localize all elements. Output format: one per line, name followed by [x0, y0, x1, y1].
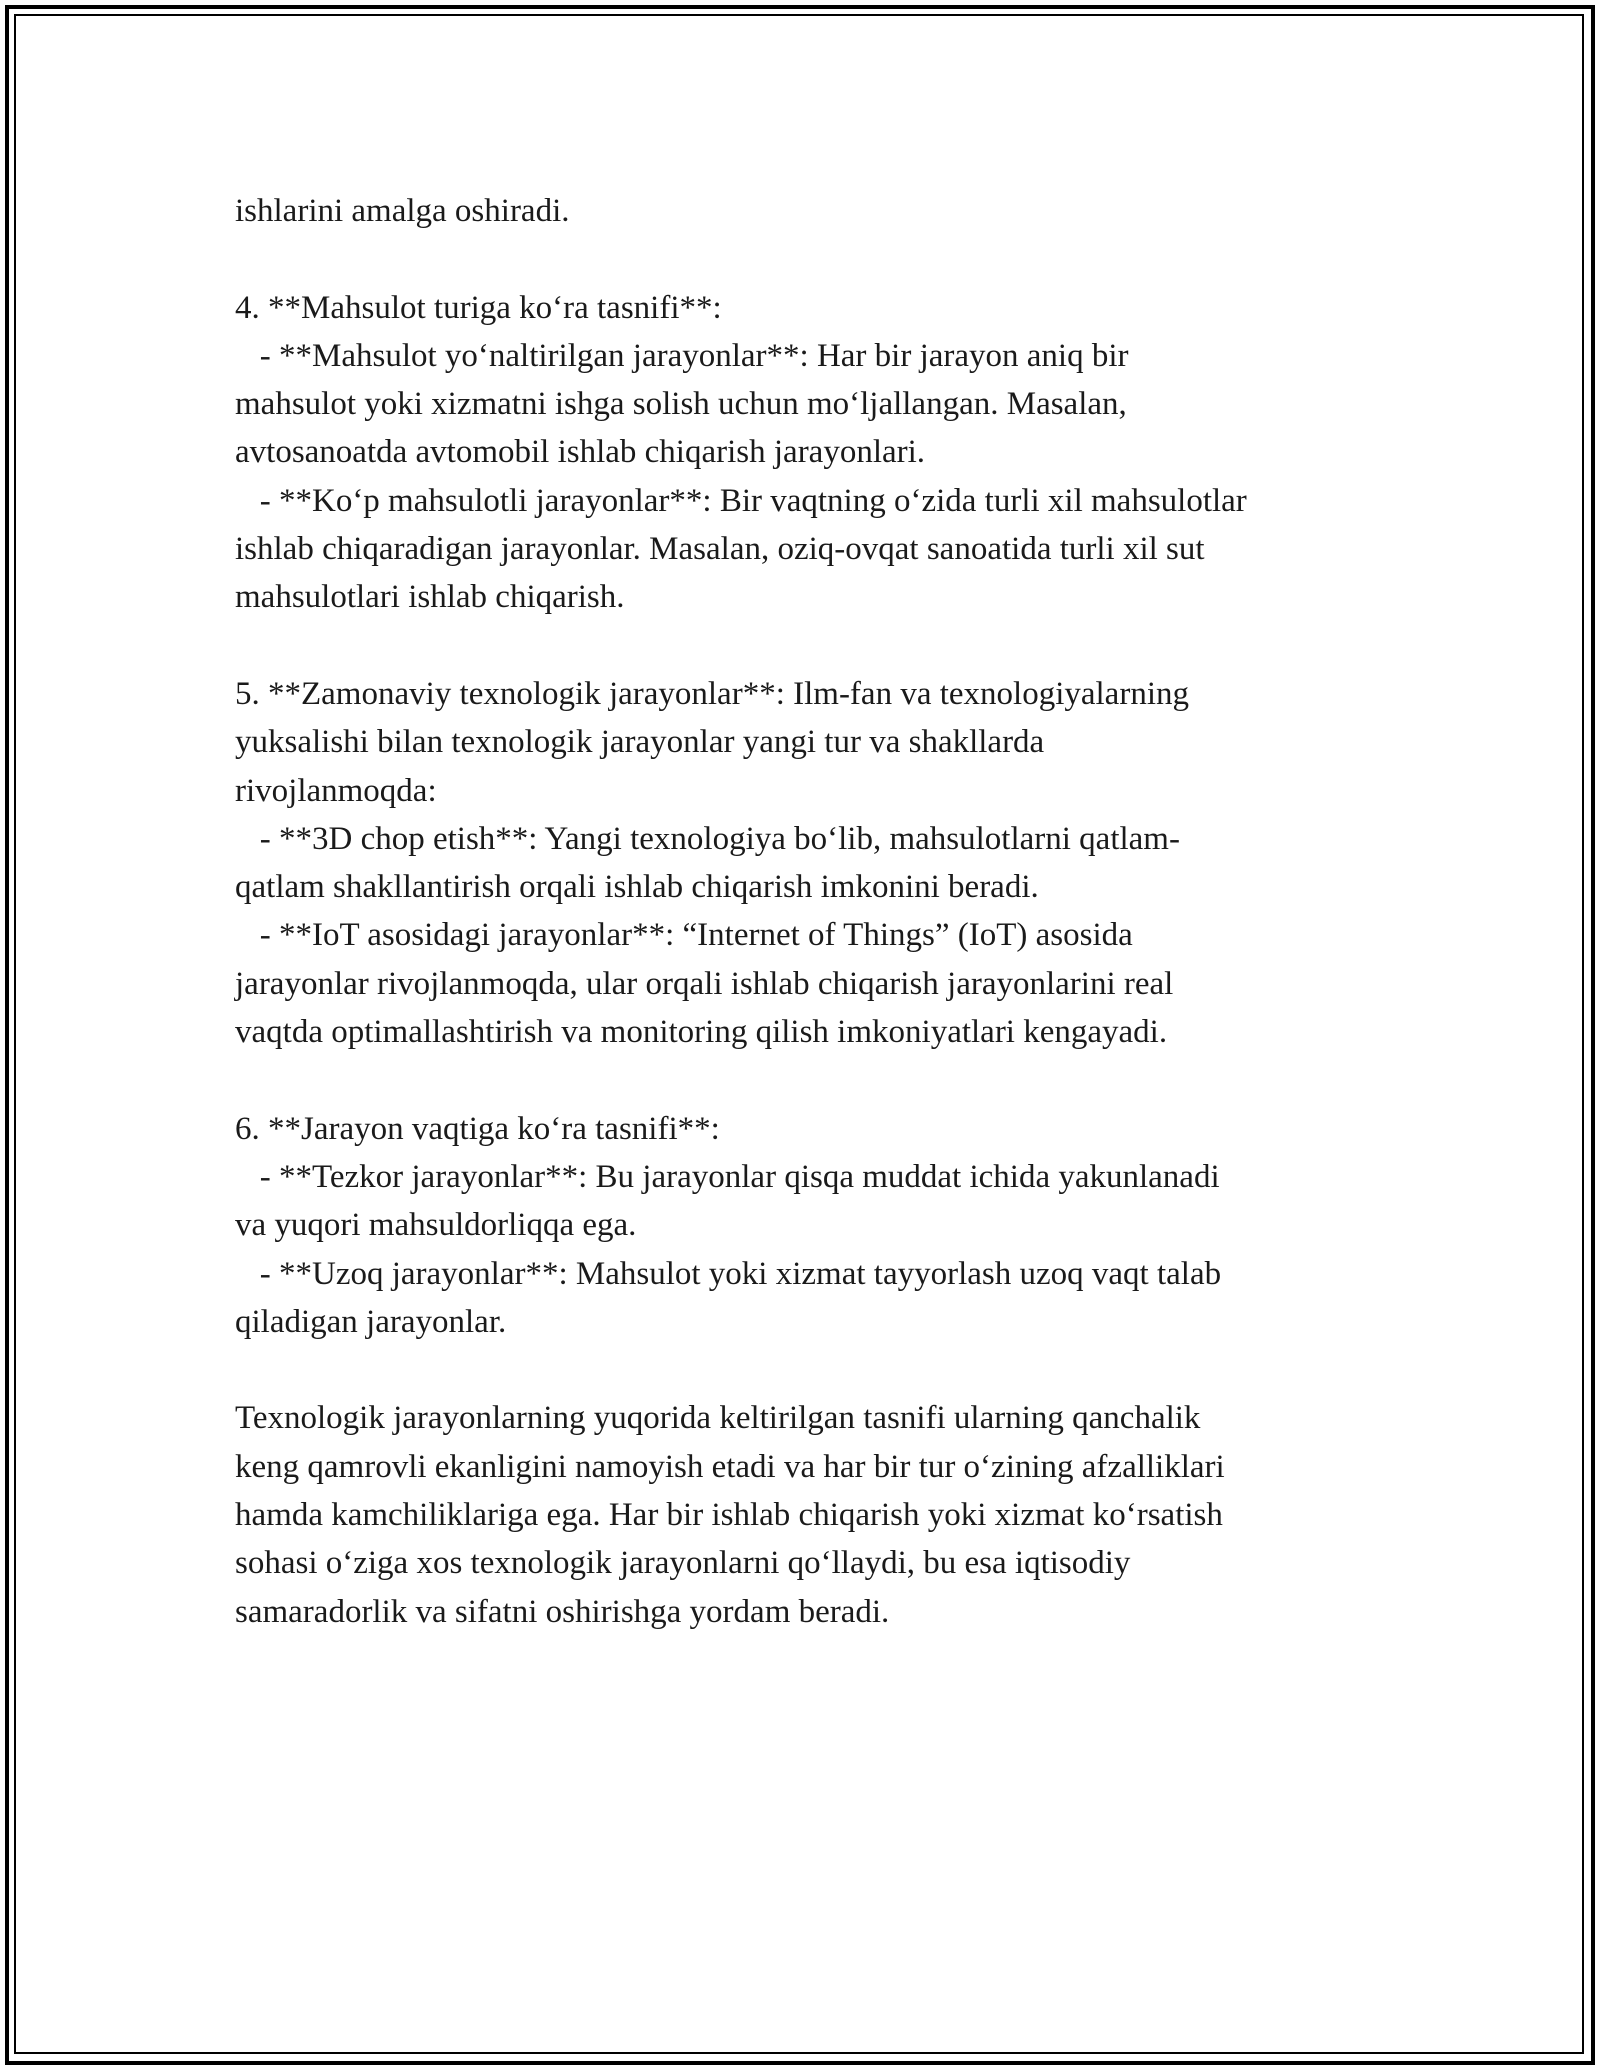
text-line: hamda kamchiliklariga ega. Har bir ishlab chiqarish yoki xizmat ko‘rsatish	[235, 1497, 1223, 1534]
list-item-line: - **Ko‘p mahsulotli jarayonlar**: Bir vaqtning o‘zida turli xil mahsulotlar	[235, 482, 1247, 519]
paragraph-gap	[235, 235, 1385, 283]
text-line: jarayonlar rivojlanmoqda, ular orqali ishlab chiqarish jarayonlarini real	[235, 965, 1174, 1002]
text-line: Texnologik jarayonlarning yuqorida keltirilgan tasnifi ularning qanchalik	[235, 1400, 1201, 1437]
section-heading: 6. **Jarayon vaqtiga ko‘ra tasnifi**:	[235, 1110, 720, 1147]
section-heading: 4. **Mahsulot turiga ko‘ra tasnifi**:	[235, 289, 722, 326]
text-line: mahsulotlari ishlab chiqarish.	[235, 579, 625, 616]
text-line: ishlarini amalga oshiradi.	[235, 193, 570, 229]
section-process-time	[235, 1105, 1385, 1346]
paragraph-gap	[235, 1346, 1385, 1394]
text-line: rivojlanmoqda:	[235, 772, 437, 809]
text-line: vaqtda optimallashtirish va monitoring qilish imkoniyatlari kengayadi.	[235, 1014, 1168, 1051]
text-line: qatlam shakllantirish orqali ishlab chiqarish imkonini beradi.	[235, 869, 1039, 906]
text-line: va yuqori mahsuldorliqqa ega.	[235, 1207, 637, 1244]
section-modern-processes	[235, 670, 1385, 1056]
text-line: keng qamrovli ekanligini namoyish etadi va har bir tur o‘zining afzalliklari	[235, 1448, 1225, 1485]
list-item-line: - **3D chop etish**: Yangi texnologiya bo‘lib, mahsulotlarni qatlam-	[235, 820, 1180, 857]
text-line: sohasi o‘ziga xos texnologik jarayonlarni qo‘llaydi, bu esa iqtisodiy	[235, 1545, 1131, 1582]
text-line: yuksalishi bilan texnologik jarayonlar yangi tur va shakllarda	[235, 724, 1045, 761]
paragraph-gap	[235, 1056, 1385, 1104]
list-item-line: - **Tezkor jarayonlar**: Bu jarayonlar qisqa muddat ichida yakunlanadi	[235, 1158, 1220, 1195]
section-heading: 5. **Zamonaviy texnologik jarayonlar**: Ilm-fan va texnologiyalarning	[235, 675, 1189, 712]
list-item-line: - **Uzoq jarayonlar**: Mahsulot yoki xizmat tayyorlash uzoq vaqt talab	[235, 1255, 1222, 1292]
text-line: mahsulot yoki xizmatni ishga solish uchun mo‘ljallangan. Masalan,	[235, 386, 1127, 423]
text-line: ishlab chiqaradigan jarayonlar. Masalan, oziq-ovqat sanoatida turli xil sut	[235, 531, 1205, 568]
conclusion-paragraph	[235, 1394, 1385, 1635]
paragraph-gap	[235, 622, 1385, 670]
text-line: qiladigan jarayonlar.	[235, 1303, 507, 1340]
list-item-line: - **IoT asosidagi jarayonlar**: “Internet of Things” (IoT) asosida	[235, 917, 1133, 954]
paragraph-continuation	[235, 187, 1385, 235]
list-item-line: - **Mahsulot yo‘naltirilgan jarayonlar**: Har bir jarayon aniq bir	[235, 337, 1129, 374]
text-line: avtosanoatda avtomobil ishlab chiqarish jarayonlari.	[235, 434, 926, 471]
document-body	[235, 187, 1385, 1636]
section-product-type	[235, 284, 1385, 622]
text-line: samaradorlik va sifatni oshirishga yordam beradi.	[235, 1593, 890, 1630]
